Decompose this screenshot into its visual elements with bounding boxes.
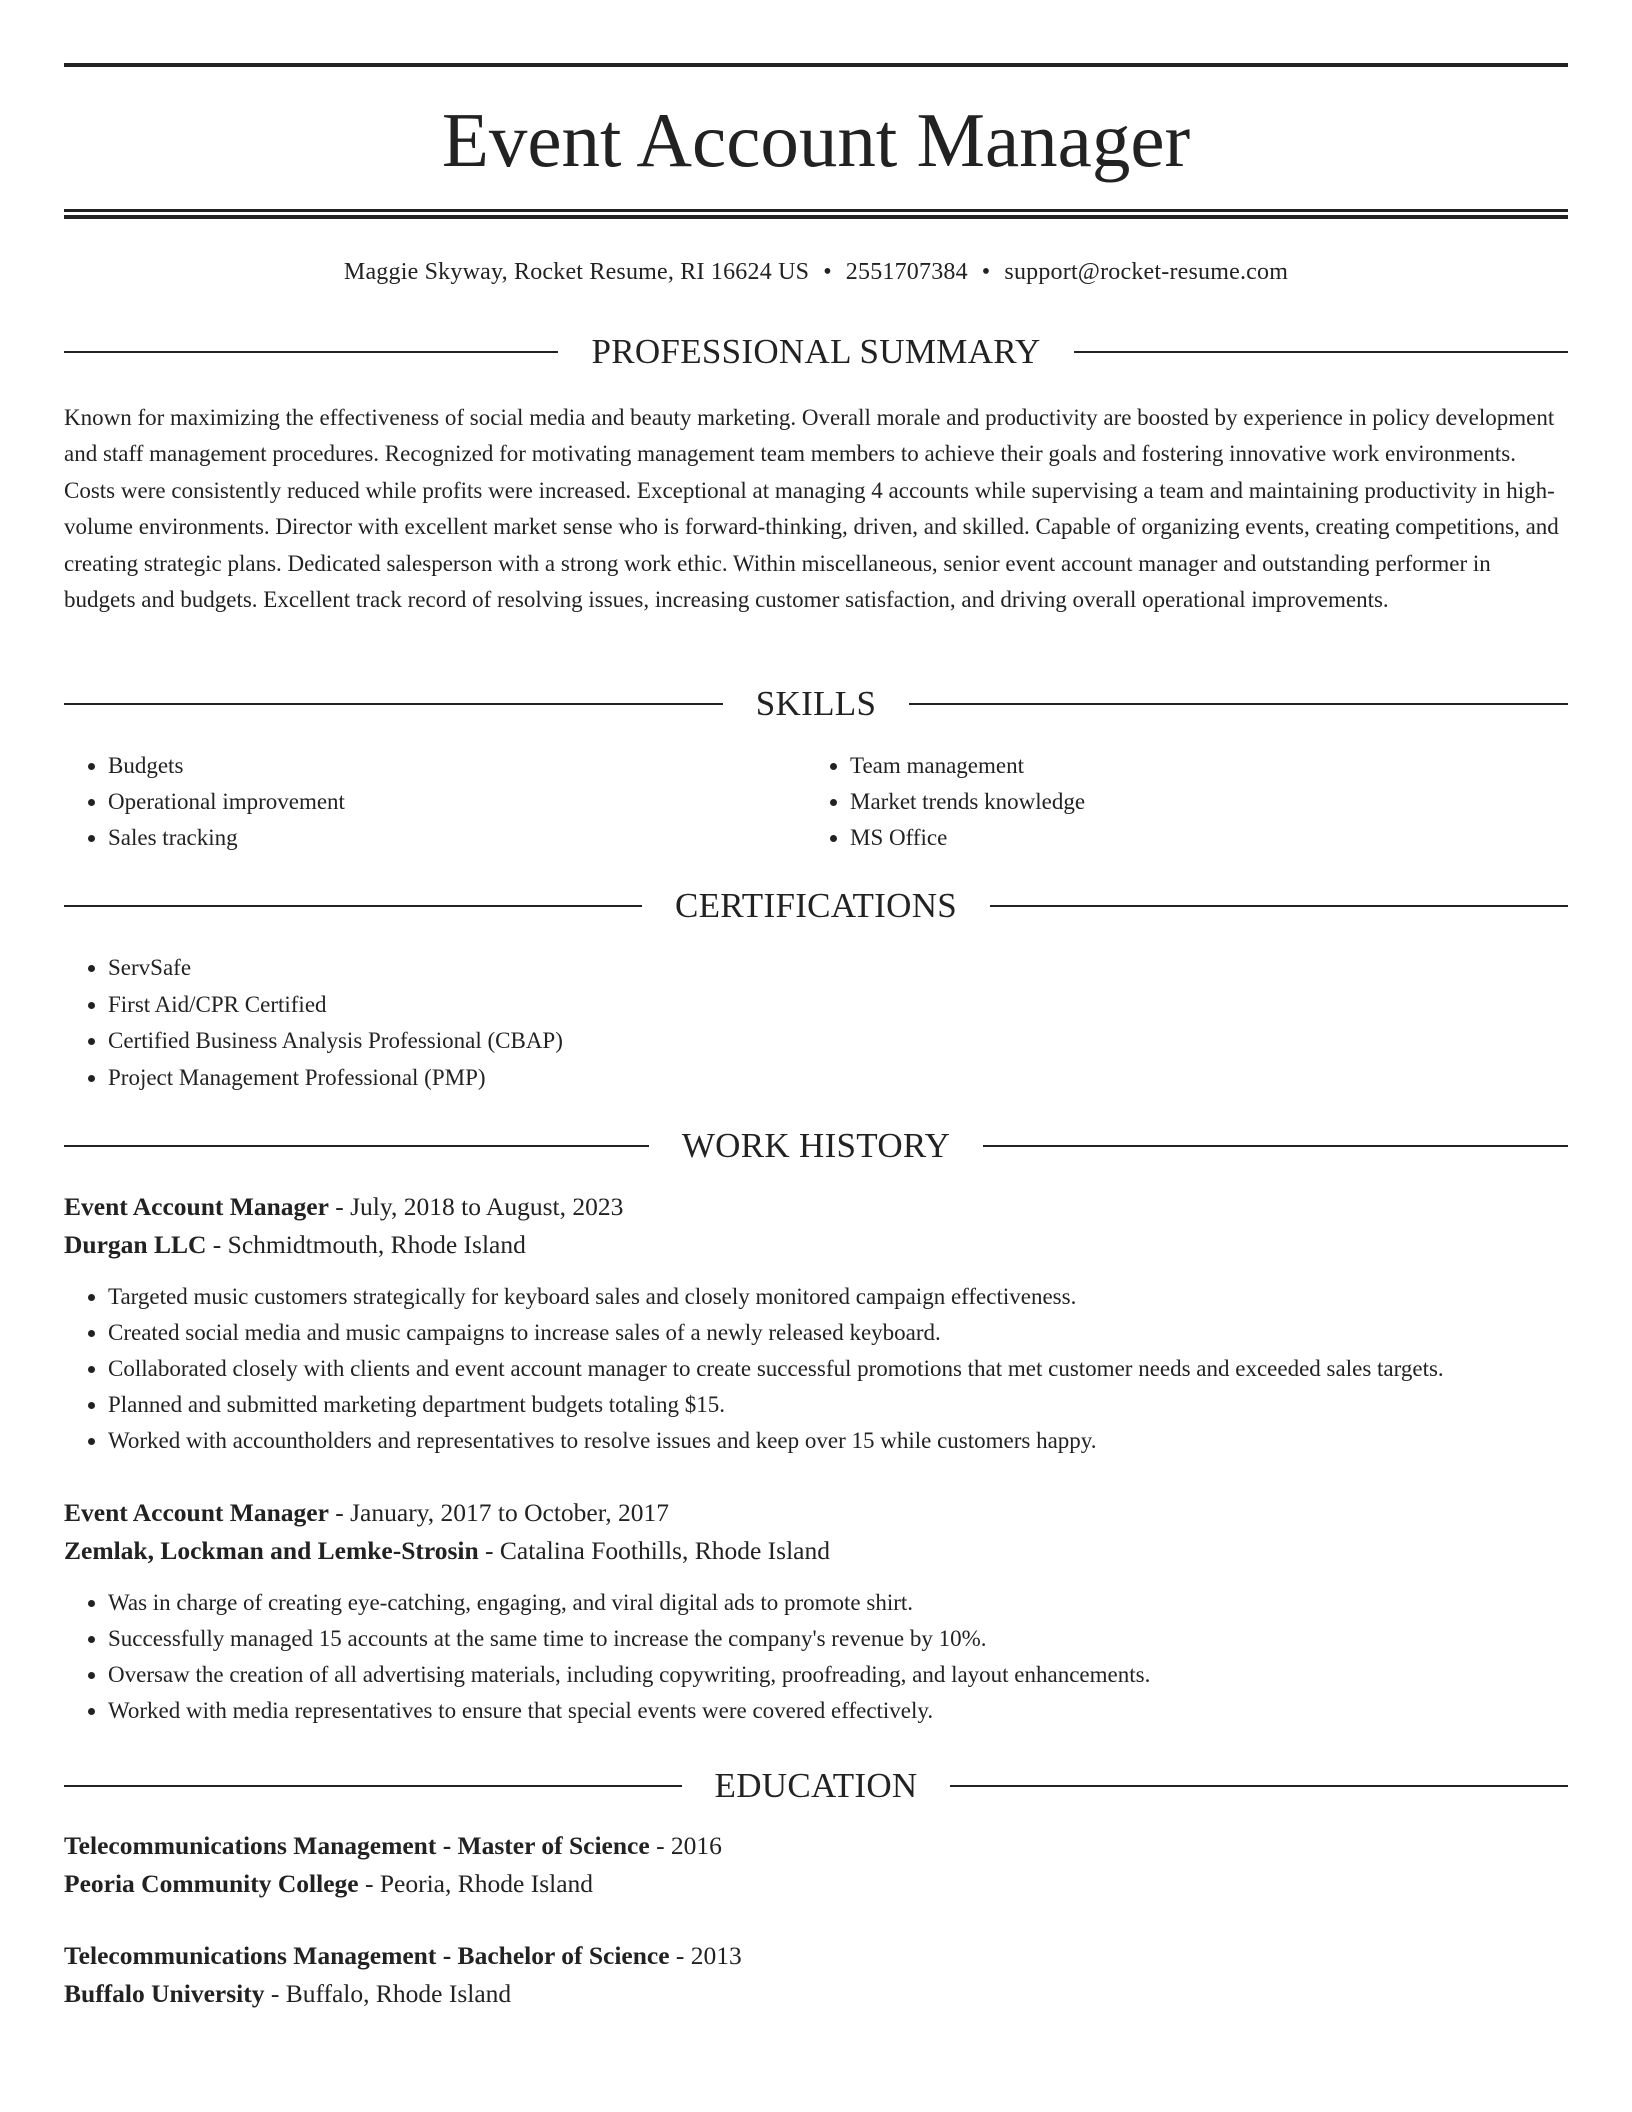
school-name: Peoria Community College (64, 1869, 359, 1898)
degree-line (64, 1937, 1568, 1975)
summary-heading-row (64, 330, 1568, 374)
heading-rule (990, 905, 1568, 907)
heading-rule (64, 905, 642, 907)
skills-list (64, 748, 1568, 856)
skills-column-right (806, 748, 1548, 856)
work-heading: WORK HISTORY (681, 1126, 951, 1165)
skill-item: • Team management (850, 748, 1548, 784)
degree-line (64, 1827, 1568, 1865)
job-bullets (64, 1279, 1568, 1459)
job-bullet: • Created social media and music campaigns to increase sales of a newly released keyboard. (108, 1315, 1568, 1351)
school-line (64, 1975, 1568, 2013)
school-line (64, 1865, 1568, 1903)
job-title: Event Account Manager (64, 1192, 329, 1221)
job-location: - Schmidtmouth, Rhode Island (206, 1230, 526, 1259)
job-bullet: • Planned and submitted marketing department budgets totaling $15. (108, 1387, 1568, 1423)
certifications-heading-row (64, 884, 1568, 928)
heading-rule (983, 1145, 1568, 1147)
school-location: - Buffalo, Rhode Island (264, 1979, 512, 2008)
work-entry (64, 1494, 1568, 1729)
certification-item: • Certified Business Analysis Professional (CBAP) (108, 1023, 1568, 1060)
job-bullet: • Collaborated closely with clients and event account manager to create successful promotions that met customer needs and exceeded sales targets. (108, 1351, 1568, 1387)
job-company: Durgan LLC (64, 1230, 207, 1259)
resume-title: Event Account Manager (441, 97, 1191, 183)
heading-rule (1074, 351, 1568, 353)
certification-item: • ServSafe (108, 950, 1568, 987)
heading-rule (64, 351, 558, 353)
work-heading-row (64, 1124, 1568, 1168)
job-bullets (64, 1585, 1568, 1729)
skills-column-left (64, 748, 806, 856)
job-title-line (64, 1494, 1568, 1532)
job-title-line (64, 1188, 1568, 1226)
job-location: - Catalina Foothills, Rhode Island (478, 1536, 830, 1565)
contact-separator: • (981, 259, 991, 285)
job-bullet: • Worked with media representatives to ensure that special events were covered effectively. (108, 1693, 1568, 1729)
school-name: Buffalo University (64, 1979, 265, 2008)
education-heading: EDUCATION (714, 1766, 918, 1805)
skills-heading: SKILLS (755, 684, 877, 723)
title-double-rule (64, 209, 1568, 219)
contact-phone: 2551707384 (845, 259, 968, 285)
top-rule (64, 63, 1568, 67)
job-dates: - July, 2018 to August, 2023 (328, 1192, 624, 1221)
skill-item: • Operational improvement (108, 784, 806, 820)
heading-rule (909, 703, 1568, 705)
certification-item: • Project Management Professional (PMP) (108, 1060, 1568, 1097)
job-bullet: • Oversaw the creation of all advertising materials, including copywriting, proofreading, and layout enhancements. (108, 1657, 1568, 1693)
job-company: Zemlak, Lockman and Lemke-Strosin (64, 1536, 479, 1565)
school-location: - Peoria, Rhode Island (358, 1869, 594, 1898)
skill-item: • Budgets (108, 748, 806, 784)
degree-name: Telecommunications Management - Master of Science (64, 1831, 650, 1860)
contact-separator: • (823, 259, 832, 285)
skill-item: • Market trends knowledge (850, 784, 1548, 820)
contact-address: Maggie Skyway, Rocket Resume, RI 16624 US (343, 259, 810, 285)
job-company-line (64, 1226, 1568, 1264)
job-bullet: • Worked with accountholders and representatives to resolve issues and keep over 15 while customers happy. (108, 1423, 1568, 1459)
education-entry (64, 1937, 1568, 2013)
heading-rule (64, 1145, 649, 1147)
job-company-line (64, 1532, 1568, 1570)
job-bullet: • Was in charge of creating eye-catching, engaging, and viral digital ads to promote shirt. (108, 1585, 1568, 1621)
job-dates: - January, 2017 to October, 2017 (328, 1498, 669, 1527)
job-bullet: • Successfully managed 15 accounts at the same time to increase the company's revenue by 10%. (108, 1621, 1568, 1657)
education-entry (64, 1827, 1568, 1903)
skill-item: • Sales tracking (108, 820, 806, 856)
job-title: Event Account Manager (64, 1498, 329, 1527)
work-entry (64, 1188, 1568, 1459)
degree-year: - 2016 (649, 1831, 722, 1860)
skills-heading-row (64, 682, 1568, 726)
summary-heading: PROFESSIONAL SUMMARY (591, 332, 1041, 371)
job-bullet: • Targeted music customers strategically for keyboard sales and closely monitored campaign effectiveness. (108, 1279, 1568, 1315)
skill-item: • MS Office (850, 820, 1548, 856)
degree-name: Telecommunications Management - Bachelor of Science (64, 1941, 670, 1970)
contact-email: support@rocket-resume.com (1004, 259, 1289, 285)
certifications-list (64, 950, 1568, 1097)
heading-rule (64, 703, 723, 705)
degree-year: - 2013 (669, 1941, 742, 1970)
certifications-heading: CERTIFICATIONS (674, 886, 958, 925)
contact-line (64, 254, 1568, 290)
heading-rule (950, 1785, 1568, 1787)
education-heading-row (64, 1764, 1568, 1808)
certification-item: • First Aid/CPR Certified (108, 987, 1568, 1024)
summary-text: Known for maximizing the effectiveness of social media and beauty marketing. Overall morale and productivity are boosted by experience in policy development and staff management procedures. Recognized for motivating management team members to achieve their goals and fostering innovative work environments. Costs were consistently reduced while profits were increased. Exceptional at managing 4 accounts while supervising a team and maintaining productivity in high-volume environments. Director with excellent market sense who is forward-thinking, driven, and skilled. Capable of organizing events, creating competitions, and creating strategic plans. Dedicated salesperson with a strong work ethic. Within miscellaneous, senior event account manager and outstanding performer in budgets and budgets. Excellent track record of resolving issues, increasing customer satisfaction, and driving overall operational improvements. (64, 405, 1559, 613)
heading-rule (64, 1785, 682, 1787)
